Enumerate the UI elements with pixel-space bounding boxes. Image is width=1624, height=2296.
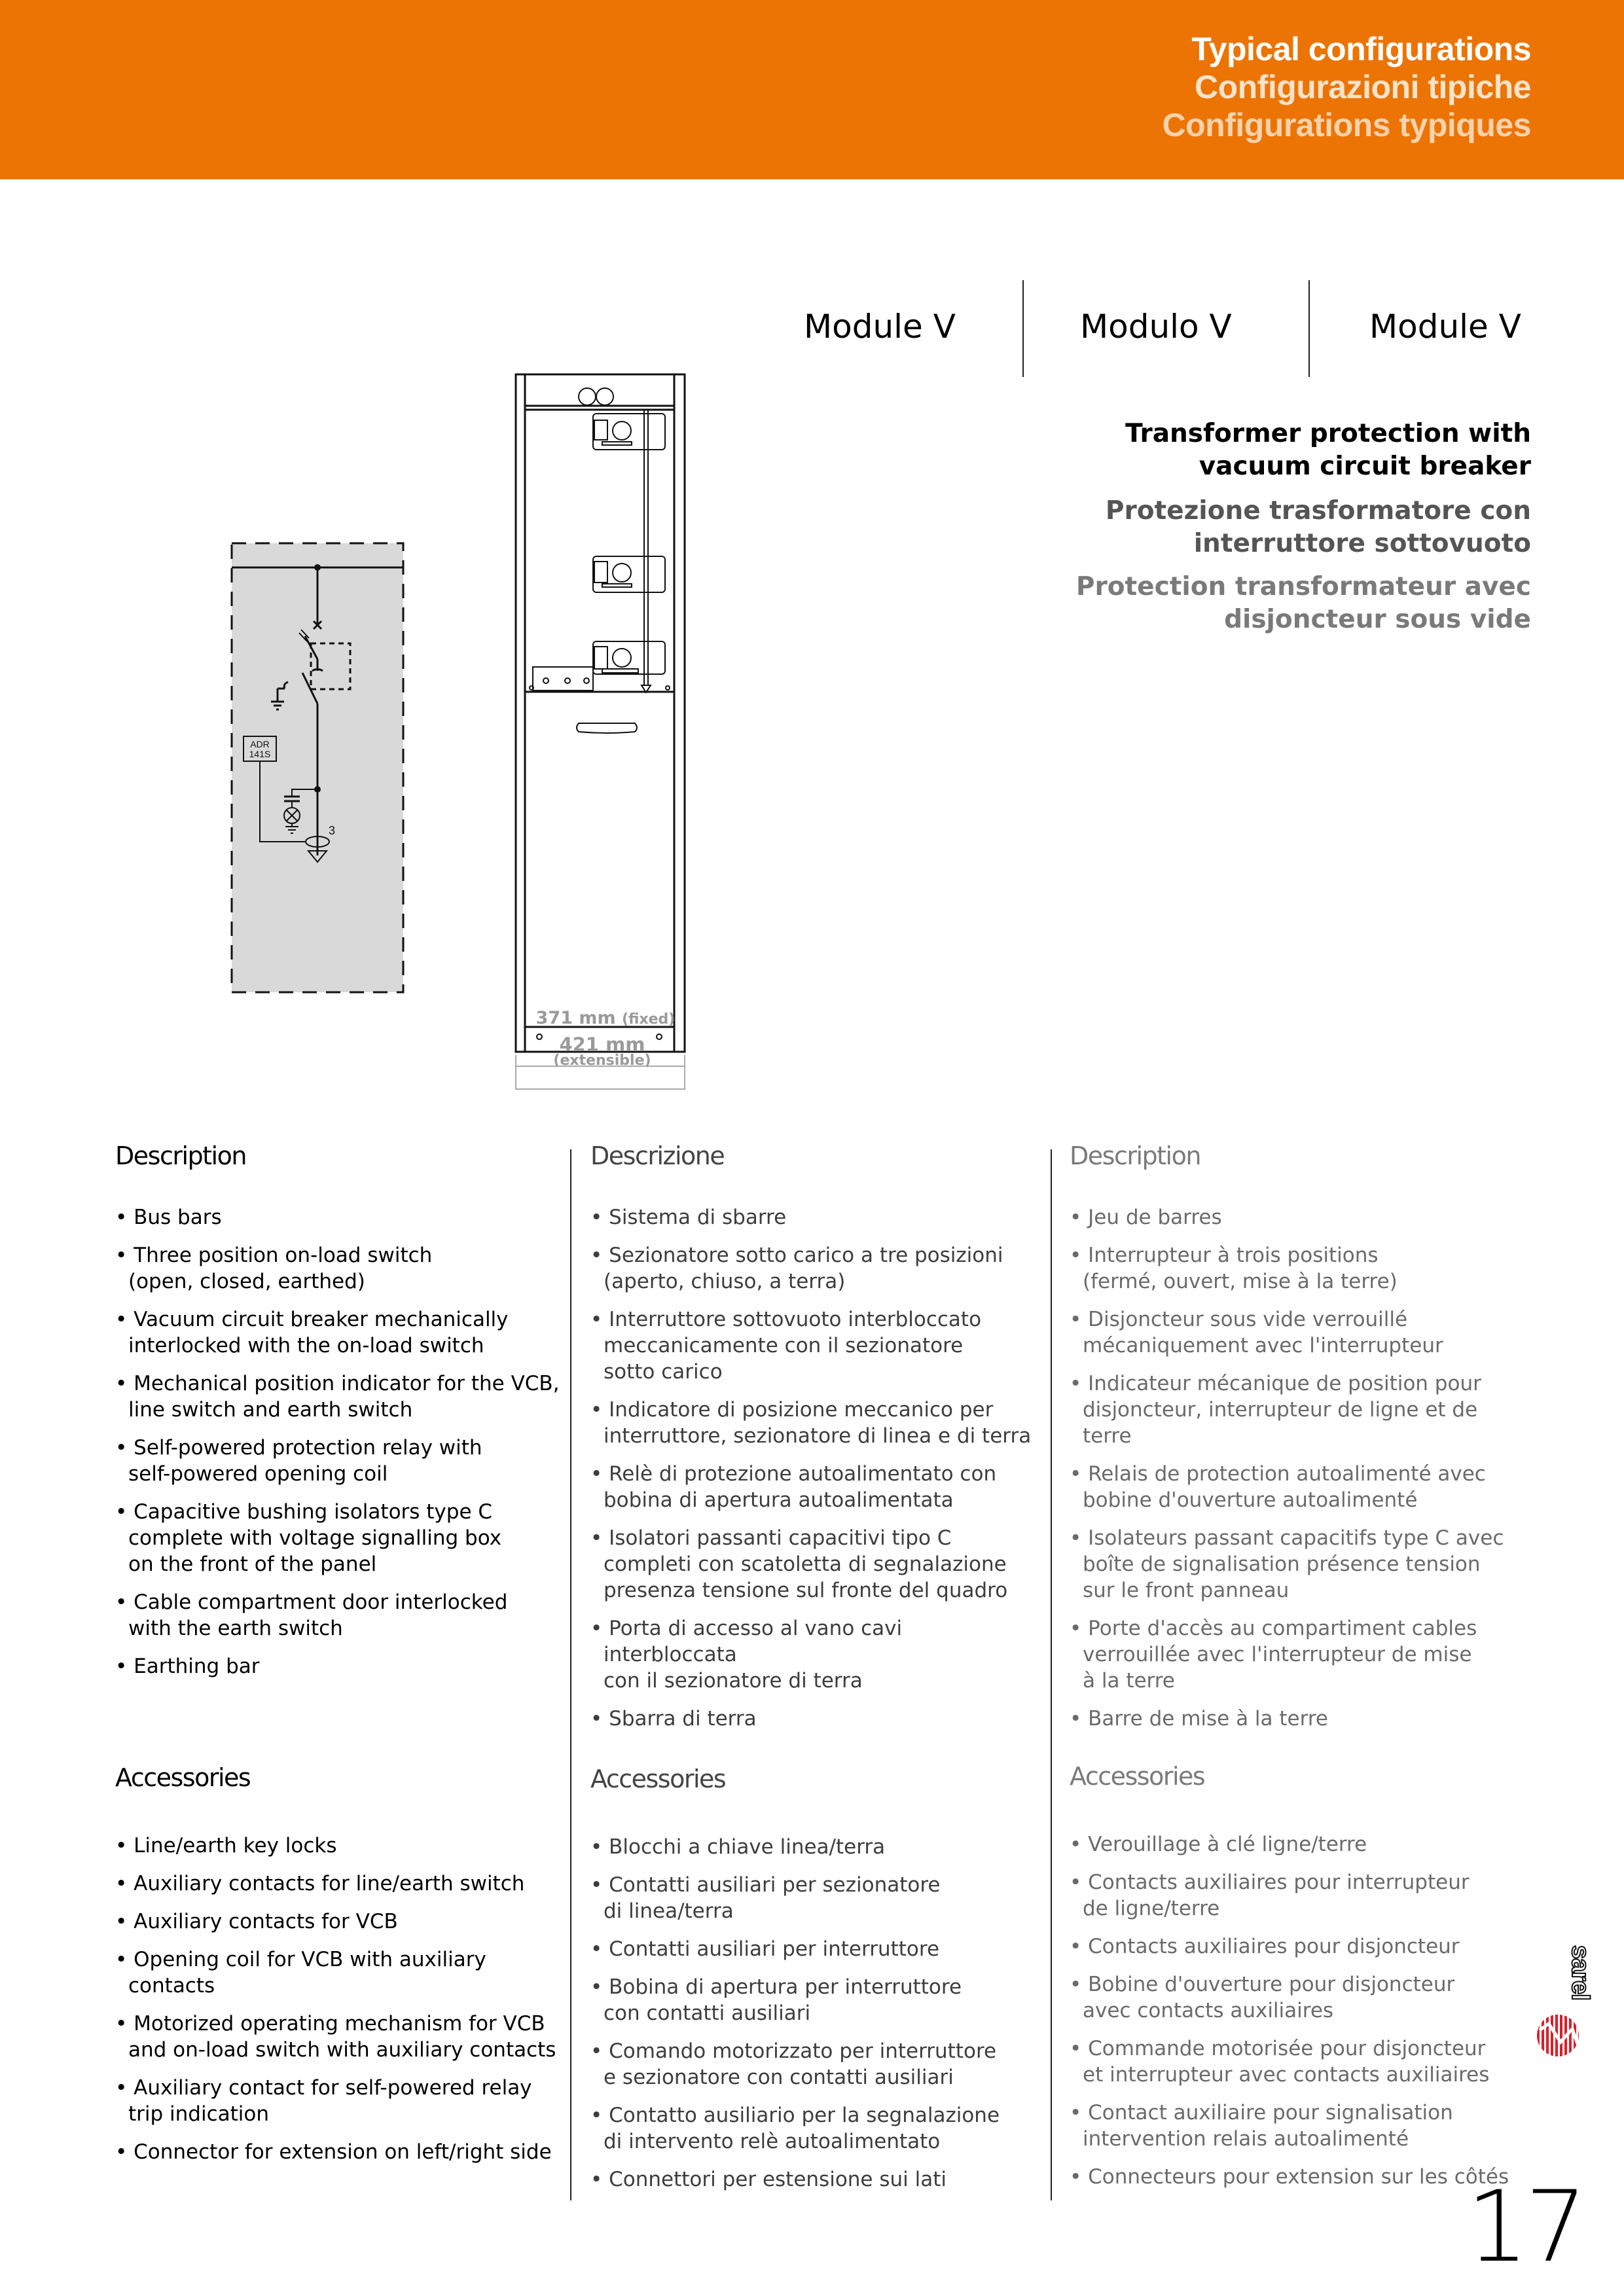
list-item: • Indicatore di posizione meccanico per interruttore, sezionatore di linea e di terra [590,1397,1036,1449]
header-title-fr: Configurations typiques [1162,107,1531,143]
single-line-diagram [223,537,419,995]
list-item: • Contatti ausiliari per sezionatore di linea/terra [590,1872,1036,1924]
dimension-extensible-value: 421 mm [559,1033,645,1056]
list-item: • Vacuum circuit breaker mechanically interlocked with the on-load switch [115,1306,560,1359]
list-item: • Line/earth key locks [115,1833,560,1859]
list-item: • Auxiliary contacts for line/earth switch [115,1871,560,1897]
door-handle-icon [577,723,637,733]
list-item: • Jeu de barres [1070,1204,1515,1230]
list-item: • Connettori per estensione sui lati [590,2166,1036,2193]
divider [1022,280,1024,377]
column-divider [1051,1149,1052,2200]
list-item: • Contatti ausiliari per interruttore [590,1936,1036,1962]
list-item: • Commande motorisée pour disjoncteur et interrupteur avec contacts auxiliaires [1070,2036,1515,2088]
list-item: • Cable compartment door interlocked with the earth switch [115,1589,560,1641]
list-item: • Interrupteur à trois positions (fermé, ouvert, mise à la terre) [1070,1242,1515,1295]
list-item: • Relais de protection autoalimenté avec bobine d'ouverture autoalimenté [1070,1461,1515,1513]
accessories-heading: Accessories [590,1765,726,1793]
list-item: • Contacts auxiliaires pour interrupteur de ligne/terre [1070,1869,1515,1922]
panel-front-view [511,367,694,1093]
list-item: • Sezionatore sotto carico a tre posizioni (aperto, chiuso, a terra) [590,1242,1036,1295]
description-heading: Description [1070,1141,1200,1170]
list-item: • Interruttore sottovuoto interbloccato meccanicamente con il sezionatore sotto carico [590,1306,1036,1385]
module-title-fr: Module V [1369,308,1521,346]
ct-count-label: 3 [329,824,336,837]
accessories-heading: Accessories [115,1763,251,1792]
module-title-it: Modulo V [1080,308,1232,346]
subtitle-en [1125,418,1531,483]
dimension-extensible-label: (extensible) [553,1052,651,1069]
relay-label-1: ADR [250,739,270,749]
list-item: • Isolateurs passant capacitifs type C avec boîte de signalisation présence tension sur le front panneau [1070,1525,1515,1604]
list-item: • Motorized operating mechanism for VCB and on-load switch with auxiliary contacts [115,2011,560,2063]
list-item: • Connecteurs pour extension sur les côtés [1070,2164,1515,2190]
dimension-extensible [511,1035,694,1068]
accessories-list [115,1833,560,2165]
accessories-column-en [115,1763,560,2177]
list-item: • Contacts auxiliaires pour disjoncteur [1070,1933,1515,1960]
list-item: • Connector for extension on left/right side [115,2139,560,2165]
list-item: • Porte d'accès au compartiment cables verrouillée avec l'interrupteur de mise à la terre [1070,1615,1515,1694]
module-title-en: Module V [804,308,956,346]
mechanism-plate-middle [593,556,665,592]
description-heading: Description [115,1141,246,1170]
relay-label-2: 141S [249,749,271,759]
interlock-rod [641,410,651,692]
header-banner [0,0,1624,179]
page-number: 17 [1466,2170,1583,2284]
description-column-fr [1070,1141,1515,1744]
list-item: • Bus bars [115,1204,560,1230]
description-list [115,1204,560,1679]
list-item: • Blocchi a chiave linea/terra [590,1834,1036,1860]
list-item: • Three position on-load switch (open, closed, earthed) [115,1242,560,1295]
list-item: • Relè di protezione autoalimentato con bobina di apertura autoalimentata [590,1461,1036,1513]
list-item: • Disjoncteur sous vide verrouillé mécaniquement avec l'interrupteur [1070,1306,1515,1359]
column-divider [570,1149,571,2200]
divider [1308,280,1310,377]
header-title-it: Configurazioni tipiche [1195,69,1531,105]
list-item: • Bobina di apertura per interruttore con contatti ausiliari [590,1974,1036,2026]
list-item: • Isolatori passanti capacitivi tipo C completi con scatoletta di segnalazione presenza tensione sul fronte del quadro [590,1525,1036,1604]
bushing-icon [579,388,613,405]
subtitle-it [1106,495,1531,560]
description-list [590,1204,1036,1732]
mechanism-plate-top [593,414,665,450]
list-item: • Earthing bar [115,1653,560,1679]
list-item: • Capacitive bushing isolators type C complete with voltage signalling box on the front of the panel [115,1499,560,1577]
logo-wordmark: sarel [1566,1945,1594,2000]
list-item: • Self-powered protection relay with self-powered opening coil [115,1435,560,1487]
subtitle-en-text: Transformer protection with vacuum circuit breaker [1125,419,1531,481]
list-item: • Auxiliary contacts for VCB [115,1909,560,1935]
subtitle-it-text: Protezione trasformatore con interruttore sottovuoto [1105,496,1531,558]
voltage-indicator-box [533,667,593,691]
dimension-fixed-label: (fixed) [622,1011,676,1028]
list-item: • Contact auxiliaire pour signalisation intervention relais autoalimenté [1070,2100,1515,2152]
subtitle-fr [1076,571,1531,636]
list-item: • Bobine d'ouverture pour disjoncteur avec contacts auxiliaires [1070,1971,1515,2024]
list-item: • Verouillage à clé ligne/terre [1070,1831,1515,1857]
description-column-it [590,1141,1036,1744]
header-title-en: Typical configurations [1191,31,1531,67]
subtitle-fr-text: Protection transformateur avec disjoncteur sous vide [1075,572,1531,634]
list-item: • Comando motorizzato per interruttore e sezionatore con contatti ausiliari [590,2038,1036,2090]
accessories-column-fr [1070,1762,1515,2202]
description-column-en [115,1141,560,1691]
accessories-list [1070,1831,1515,2190]
list-item: • Sbarra di terra [590,1706,1036,1732]
dimension-fixed-value: 371 mm [535,1008,616,1028]
list-item: • Indicateur mécanique de position pour disjoncteur, interrupteur de ligne et de terre [1070,1371,1515,1449]
list-item: • Porta di accesso al vano cavi interbloccata con il sezionatore di terra [590,1615,1036,1694]
description-list [1070,1204,1515,1732]
list-item: • Contatto ausiliario per la segnalazione di intervento relè autoalimentato [590,2102,1036,2155]
accessories-heading: Accessories [1070,1762,1205,1791]
list-item: • Barre de mise à la terre [1070,1706,1515,1732]
list-item: • Sistema di sbarre [590,1204,1036,1230]
description-heading: Descrizione [590,1141,725,1170]
logo-emblem-icon [1532,2009,1584,2062]
list-item: • Mechanical position indicator for the VCB, line switch and earth switch [115,1371,560,1423]
sarel-logo [1532,1944,1594,2062]
list-item: • Auxiliary contact for self-powered relay trip indication [115,2075,560,2127]
list-item: • Opening coil for VCB with auxiliary contacts [115,1946,560,1999]
accessories-list [590,1834,1036,2193]
dimension-fixed [514,1008,697,1028]
mechanism-plate-bottom [593,641,665,674]
accessories-column-it [590,1765,1036,2204]
